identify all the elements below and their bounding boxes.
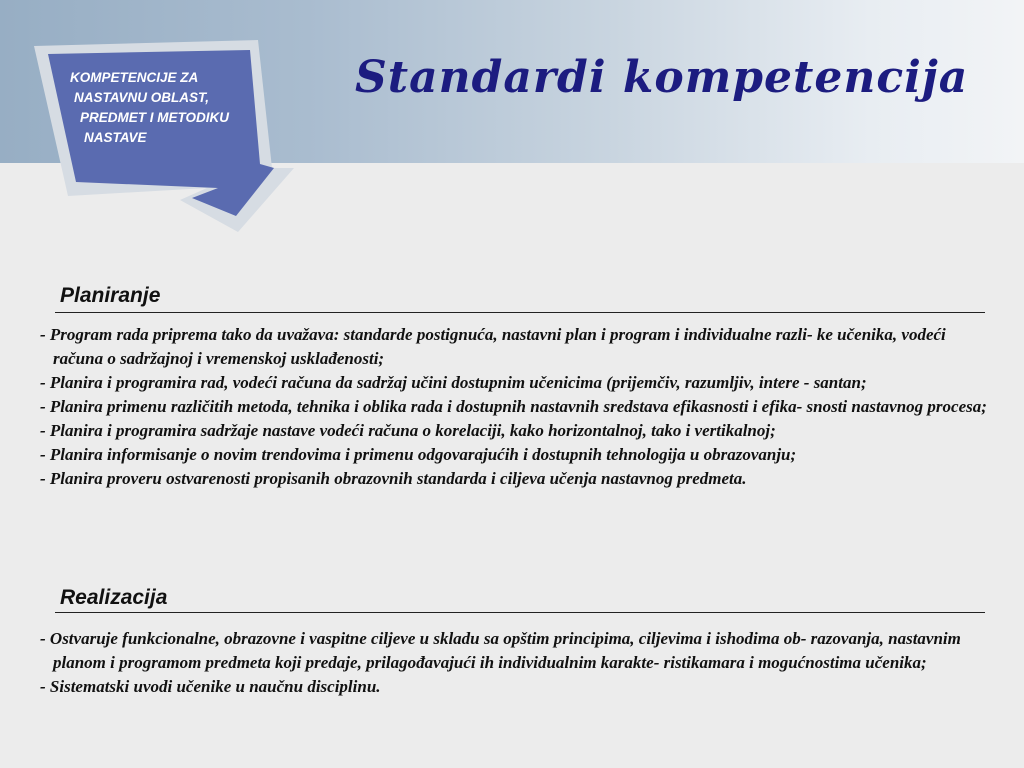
- category-badge: [30, 38, 310, 238]
- section-divider: [55, 612, 985, 613]
- badge-line: KOMPETENCIJE ZA: [70, 70, 199, 85]
- section-divider: [55, 312, 985, 313]
- list-item: - Planira proveru ostvarenosti propisanih obrazovnih standarda i ciljeva učenja nastavnog predmeta.: [40, 469, 747, 488]
- badge-line: PREDMET I METODIKU: [80, 110, 230, 125]
- planiranje-list: [40, 323, 990, 491]
- section-heading-realizacija: Realizacija: [60, 586, 168, 609]
- list-item: - Planira informisanje o novim trendovima i primenu odgovarajućih i dostupnih tehnologija u obrazovanju;: [40, 445, 797, 464]
- section-heading-planiranje: Planiranje: [60, 284, 161, 307]
- list-item: - Planira i programira rad, vodeći računa da sadržaj učini dostupnim učenicima (prijemčiv, razumljiv, intere - santan;: [40, 373, 867, 392]
- realizacija-list: [40, 627, 990, 699]
- list-item: - Program rada priprema tako da uvažava: standarde postignuća, nastavni plan i program i individualne razli- ke učenika, vodeći računa o sadržajnoj i vremenskoj usklađenosti;: [40, 325, 946, 368]
- list-item: - Planira primenu različitih metoda, tehnika i oblika rada i dostupnih nastavnih sredstava efikasnosti i efika- snosti nastavnog procesa;: [40, 397, 987, 416]
- list-item: - Ostvaruje funkcionalne, obrazovne i vaspitne ciljeve u skladu sa opštim principima, ciljevima i ishodima ob- razovanja, nastavnim planom i programom predmeta koji predaje, prilagođavajući ih individualnim karakte- ristikamara i mogućnostima učenika;: [40, 629, 961, 672]
- badge-text: [70, 68, 280, 148]
- list-item: - Planira i programira sadržaje nastave vodeći računa o korelaciji, kako horizontalnoj, tako i vertikalnoj;: [40, 421, 776, 440]
- badge-line: NASTAVNU OBLAST,: [74, 90, 209, 105]
- page-title: Standardi kompetencija: [355, 52, 969, 103]
- badge-line: NASTAVE: [84, 130, 147, 145]
- list-item: - Sistematski uvodi učenike u naučnu disciplinu.: [40, 677, 381, 696]
